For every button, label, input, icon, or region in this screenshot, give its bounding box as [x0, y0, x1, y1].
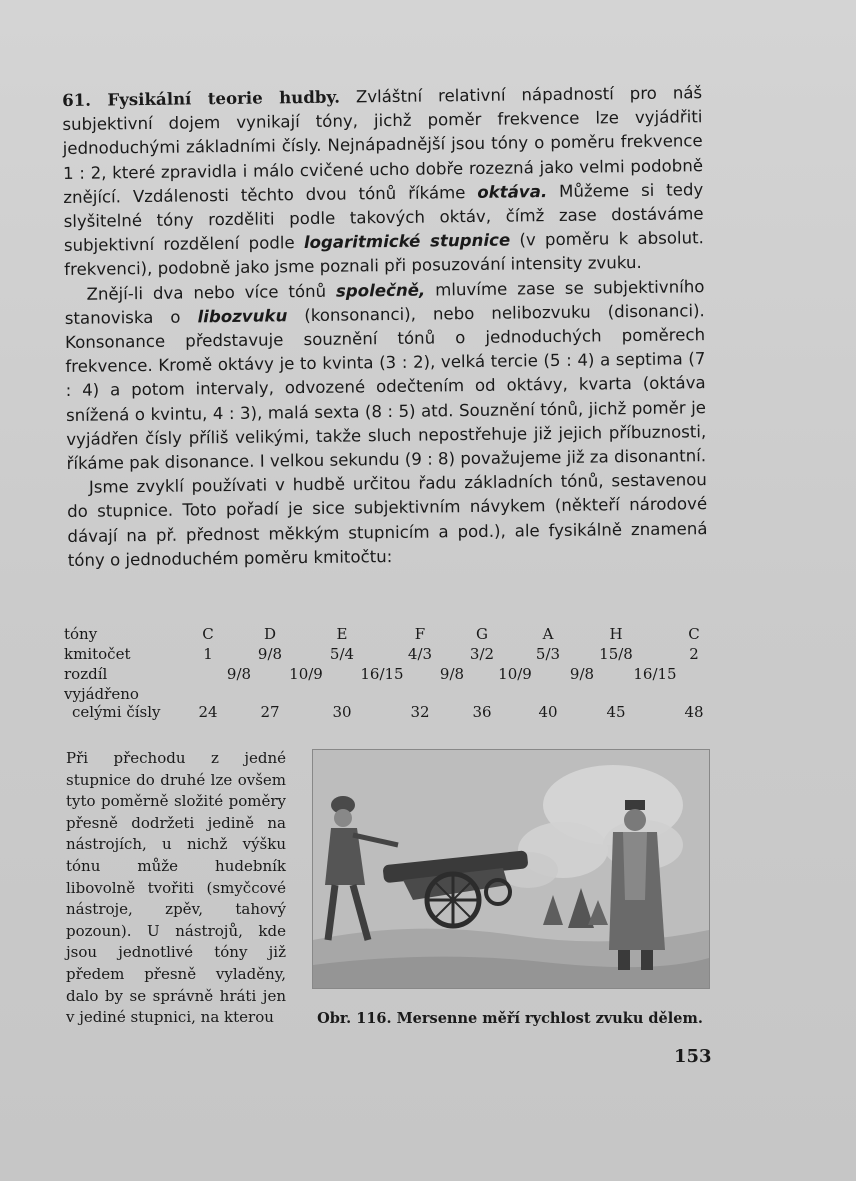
row-label: kmitočet — [64, 645, 131, 663]
table-cell: 5/4 — [329, 645, 355, 663]
main-text — [62, 80, 708, 573]
table-cell: G — [476, 625, 488, 643]
figure-caption: Obr. 116. Mersenne měří rychlost zvuku dělem. — [317, 1010, 703, 1027]
emphasis-term: logaritmické stupnice — [303, 230, 511, 253]
paragraph-text: mluvíme zase se subjektivního stanoviska o — [64, 276, 705, 328]
row-label: vyjádřeno — [64, 685, 139, 703]
table-cell: 27 — [260, 703, 280, 721]
section-heading: 61. Fysikální teorie hudby. — [62, 86, 341, 110]
paragraph-text: Znějí-li dva nebo více tónů — [86, 281, 337, 304]
table-cell: 36 — [472, 703, 492, 721]
table-row-kmitocet — [64, 645, 704, 665]
table-cell: 9/8 — [439, 665, 465, 683]
table-cell: H — [609, 625, 623, 643]
table-cell: C — [202, 625, 214, 643]
table-cell: 10/9 — [498, 665, 532, 683]
table-cell: D — [263, 625, 277, 643]
table-row-rozdil — [64, 665, 704, 685]
paragraph-2 — [64, 275, 706, 476]
page-number: 153 — [674, 1046, 712, 1067]
table-cell: 16/15 — [360, 665, 404, 683]
paragraph-1 — [62, 80, 704, 282]
table-cell: A — [542, 625, 554, 643]
table-cell: 2 — [689, 645, 699, 663]
paragraph-3: Jsme zvyklí používati v hudbě určitou řadu základních tónů, sestavenou do stupnice. Toto pořadí je sice subjektivním návykem (někteří národové dávají na př. přednost měkkým stupnicím a pod.), ale fysikálně znamená tóny o jednoduchém poměru kmitočtu: — [67, 470, 708, 570]
table-cell: 9/8 — [226, 665, 252, 683]
figure-illustration — [312, 749, 710, 989]
table-row-vyjadreno — [64, 685, 704, 703]
emphasis-term: oktáva. — [477, 181, 548, 202]
table-cell: 4/3 — [407, 645, 433, 663]
frequency-table — [64, 625, 704, 723]
row-label: tóny — [64, 625, 98, 643]
paragraph-text: (v poměru k absolut. frekvenci), podobně jako jsme poznali při posuzování intensity zvuku. — [64, 228, 705, 280]
table-cell: 3/2 — [469, 645, 495, 663]
cannon-scene-illustration — [313, 750, 709, 988]
table-cell: 16/15 — [633, 665, 677, 683]
table-cell: 40 — [538, 703, 558, 721]
table-cell: C — [688, 625, 700, 643]
table-row-cisla — [64, 703, 704, 723]
table-cell: 48 — [684, 703, 704, 721]
table-cell: 1 — [203, 645, 213, 663]
paragraph-text: Zvláštní relativní nápadností pro náš subjektivní dojem vynikají tóny, jichž poměr frekvence lze vyjádřiti jednoduchými základními čísly. Nejnápadnější jsou tóny o poměru frekvence 1 : 2, které zpravidla i málo cvičené ucho dobře rozezná jako velmi podobně znějící. Vzdálenosti těchto dvou tónů říkáme — [62, 83, 704, 207]
row-label: rozdíl — [64, 665, 108, 683]
table-cell: 9/8 — [257, 645, 283, 663]
table-cell: E — [336, 625, 348, 643]
table-cell: 30 — [332, 703, 352, 721]
table-cell: 24 — [198, 703, 218, 721]
table-cell: 5/3 — [535, 645, 561, 663]
row-label: celými čísly — [72, 703, 161, 721]
emphasis-term: společně, — [335, 280, 426, 301]
side-column-text: Při přechodu z jedné stupnice do druhé lze ovšem tyto poměrně složité poměry přesně dodržeti jedině na nástrojích, u nichž výšku tónu může hudebník libovolně tvořiti (smyčcové nástroje, zpěv, tahový pozoun). U nástrojů, kde jsou jednotlivé tóny již předem přesně vyladěny, dalo by se správně hráti jen v jediné stupnici, na kterou — [66, 749, 286, 1027]
table-cell: 45 — [606, 703, 626, 721]
table-cell: 9/8 — [569, 665, 595, 683]
table-cell: F — [414, 625, 426, 643]
emphasis-term: libozvuku — [197, 306, 288, 327]
table-cell: 15/8 — [599, 645, 633, 663]
paragraph-text: Můžeme si tedy slyšitelné tóny rozděliti podle takových oktáv, čímž zase dostáváme subjektivní rozdělení podle — [63, 179, 704, 256]
table-row-tony — [64, 625, 704, 645]
paragraph-text: (konsonanci), nebo nelibozvuku (disonanci). Konsonance představuje souznění tónů o jednoduchých poměrech frekvence. Kromě oktávy je to kvinta (3 : 2), velká tercie (5 : 4) a septima (7 : 4) a potom intervaly, odvozené odečtením od oktávy, kvarta (oktáva snížená o kvintu, 4 : 3), malá sexta (8 : 5) atd. Souznění tónů, jichž poměr je vyjádřen čísly příliš velikými, takže sluch nepostřehuje již jejich příbuznosti, říkáme pak disonance. I velkou sekundu (9 : 8) považujeme již za disonantní. — [64, 300, 707, 474]
table-cell: 10/9 — [289, 665, 323, 683]
table-cell: 32 — [410, 703, 430, 721]
